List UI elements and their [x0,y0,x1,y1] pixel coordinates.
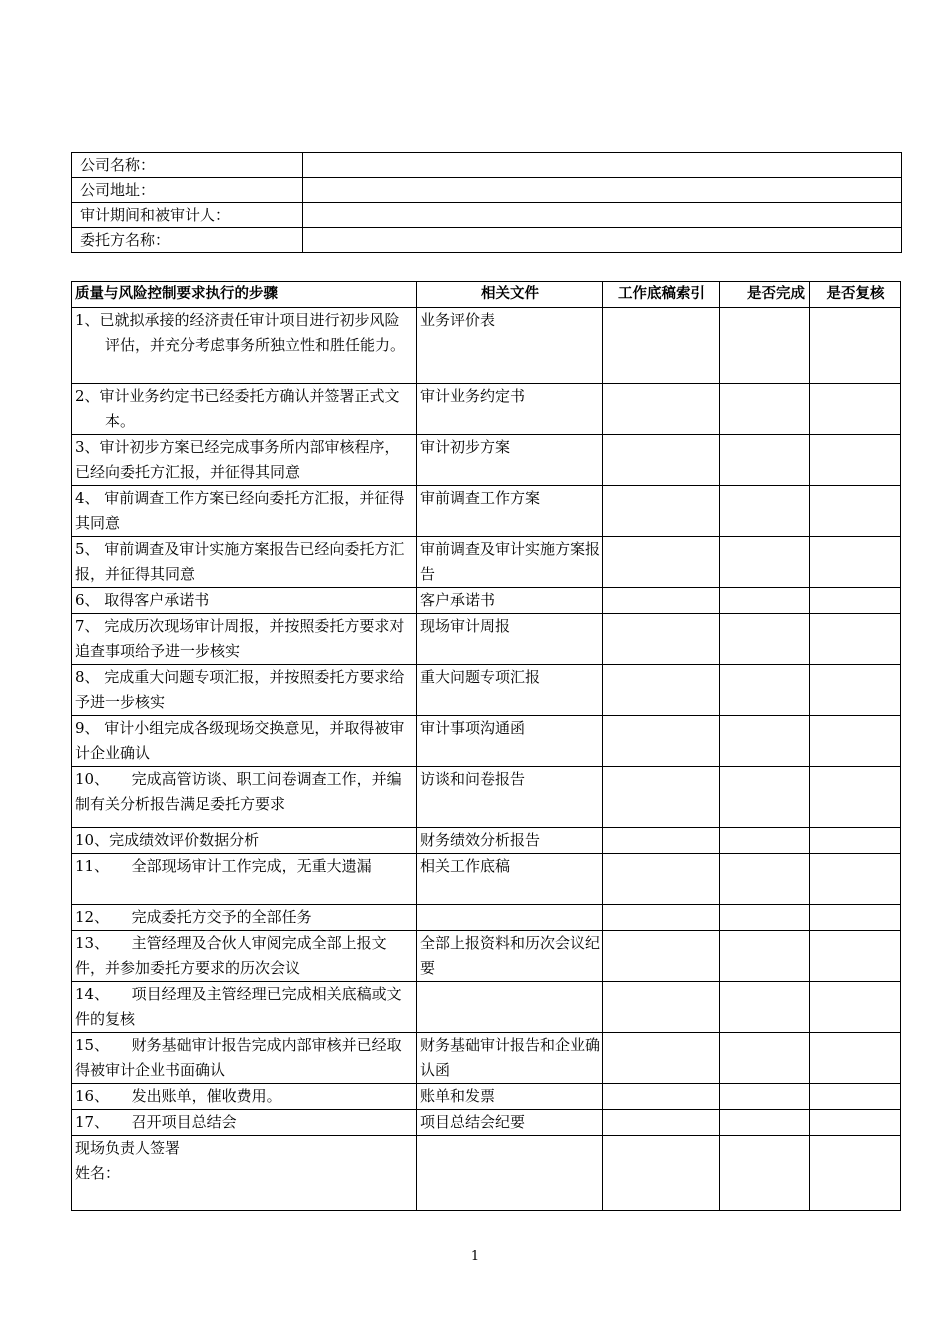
index-cell[interactable] [603,931,720,982]
done-cell[interactable] [720,486,810,537]
review-cell[interactable] [810,1110,901,1136]
table-header-row [72,282,901,308]
doc-cell: 客户承诺书 [417,588,603,614]
step-cell: 6、 取得客户承诺书 [72,588,417,614]
quality-control-table [71,281,901,1211]
table-row [72,982,901,1033]
table-row [72,716,901,767]
done-cell[interactable] [720,931,810,982]
review-cell[interactable] [810,384,901,435]
table-row [72,537,901,588]
info-value-field[interactable] [303,153,902,178]
done-cell[interactable] [720,1136,810,1211]
step-cell [72,308,417,384]
info-label: 公司地址： [72,178,303,203]
index-cell[interactable] [603,1084,720,1110]
index-cell[interactable] [603,854,720,905]
review-cell[interactable] [810,1136,901,1211]
done-cell[interactable] [720,828,810,854]
index-cell[interactable] [603,982,720,1033]
table-row [72,665,901,716]
header-reviewed: 是否复核 [810,282,901,308]
table-row [72,905,901,931]
done-cell[interactable] [720,665,810,716]
index-cell[interactable] [603,614,720,665]
step-cell: 7、 完成历次现场审计周报，并按照委托方要求对追查事项给予进一步核实 [72,614,417,665]
table-row [72,614,901,665]
info-label: 审计期间和被审计人： [72,203,303,228]
done-cell[interactable] [720,308,810,384]
step-cell: 17、 召开项目总结会 [72,1110,417,1136]
table-row [72,931,901,982]
doc-cell: 相关工作底稿 [417,854,603,905]
done-cell[interactable] [720,982,810,1033]
done-cell[interactable] [720,614,810,665]
review-cell[interactable] [810,486,901,537]
review-cell[interactable] [810,435,901,486]
signature-row [72,1136,901,1211]
done-cell[interactable] [720,537,810,588]
index-cell[interactable] [603,767,720,828]
doc-cell [417,905,603,931]
review-cell[interactable] [810,982,901,1033]
index-cell[interactable] [603,588,720,614]
doc-cell: 审计事项沟通函 [417,716,603,767]
step-cell: 10、 完成高管访谈、职工问卷调查工作，并编制有关分析报告满足委托方要求 [72,767,417,828]
done-cell[interactable] [720,1084,810,1110]
doc-cell: 账单和发票 [417,1084,603,1110]
doc-cell: 访谈和问卷报告 [417,767,603,828]
table-row [72,486,901,537]
done-cell[interactable] [720,1110,810,1136]
header-related-doc: 相关文件 [417,282,603,308]
index-cell[interactable] [603,905,720,931]
index-cell[interactable] [603,1110,720,1136]
table-row [72,1033,901,1084]
doc-cell: 财务绩效分析报告 [417,828,603,854]
doc-cell: 财务基础审计报告和企业确认函 [417,1033,603,1084]
info-label: 公司名称： [72,153,303,178]
step-cell: 15、 财务基础审计报告完成内部审核并已经取得被审计企业书面确认 [72,1033,417,1084]
done-cell[interactable] [720,384,810,435]
review-cell[interactable] [810,1084,901,1110]
review-cell[interactable] [810,716,901,767]
table-row [72,767,901,828]
index-cell[interactable] [603,665,720,716]
review-cell[interactable] [810,767,901,828]
done-cell[interactable] [720,767,810,828]
table-row [72,1110,901,1136]
review-cell[interactable] [810,665,901,716]
step-cell: 9、 审计小组完成各级现场交换意见，并取得被审计企业确认 [72,716,417,767]
step-cell: 12、 完成委托方交予的全部任务 [72,905,417,931]
index-cell[interactable] [603,435,720,486]
step-text: 2、审计业务约定书已经委托方确认并签署正式文本。 [75,387,400,430]
info-value-field[interactable] [303,178,902,203]
done-cell[interactable] [720,1033,810,1084]
step-cell: 8、 完成重大问题专项汇报，并按照委托方要求给予进一步核实 [72,665,417,716]
step-cell: 16、 发出账单，催收费用。 [72,1084,417,1110]
index-cell[interactable] [603,1033,720,1084]
signature-label: 现场负责人签署 [75,1139,181,1157]
info-value-field[interactable] [303,228,902,253]
doc-cell: 全部上报资料和历次会议纪要 [417,931,603,982]
done-cell[interactable] [720,435,810,486]
step-cell: 13、 主管经理及合伙人审阅完成全部上报文件，并参加委托方要求的历次会议 [72,931,417,982]
index-cell[interactable] [603,828,720,854]
step-cell: 11、 全部现场审计工作完成，无重大遗漏 [72,854,417,905]
info-row-audit-period [72,203,902,228]
page-number: 1 [470,1249,480,1264]
index-cell[interactable] [603,537,720,588]
done-cell[interactable] [720,854,810,905]
doc-cell: 审计业务约定书 [417,384,603,435]
review-cell[interactable] [810,854,901,905]
doc-cell [417,1136,603,1211]
review-cell[interactable] [810,905,901,931]
doc-cell: 项目总结会纪要 [417,1110,603,1136]
header-workpaper-index: 工作底稿索引 [603,282,720,308]
signature-name-label: 姓名： [75,1164,121,1182]
step-cell: 10、完成绩效评价数据分析 [72,828,417,854]
table-row [72,828,901,854]
step-text: 1、已就拟承接的经济责任审计项目进行初步风险评估，并充分考虑事务所独立性和胜任能力。 [75,311,406,354]
index-cell[interactable] [603,384,720,435]
table-row [72,308,901,384]
review-cell[interactable] [810,931,901,982]
step-cell: 5、 审前调查及审计实施方案报告已经向委托方汇报，并征得其同意 [72,537,417,588]
index-cell[interactable] [603,716,720,767]
header-completed: 是否完成 [720,282,810,308]
info-row-company-name [72,153,902,178]
table-row [72,384,901,435]
doc-cell [417,982,603,1033]
table-row [72,435,901,486]
index-cell[interactable] [603,1136,720,1211]
step-cell: 3、审计初步方案已经完成事务所内部审核程序，已经向委托方汇报，并征得其同意 [72,435,417,486]
info-row-client-name [72,228,902,253]
step-cell [72,384,417,435]
company-info-table [71,152,902,253]
review-cell[interactable] [810,1033,901,1084]
doc-cell: 现场审计周报 [417,614,603,665]
step-cell: 14、 项目经理及主管经理已完成相关底稿或文件的复核 [72,982,417,1033]
review-cell[interactable] [810,614,901,665]
review-cell[interactable] [810,537,901,588]
table-row [72,1084,901,1110]
index-cell[interactable] [603,486,720,537]
review-cell[interactable] [810,828,901,854]
done-cell[interactable] [720,588,810,614]
info-value-field[interactable] [303,203,902,228]
doc-cell: 业务评价表 [417,308,603,384]
doc-cell: 审计初步方案 [417,435,603,486]
review-cell[interactable] [810,308,901,384]
doc-cell: 审前调查及审计实施方案报告 [417,537,603,588]
doc-cell: 重大问题专项汇报 [417,665,603,716]
info-row-company-address [72,178,902,203]
info-label: 委托方名称： [72,228,303,253]
review-cell[interactable] [810,588,901,614]
done-cell[interactable] [720,905,810,931]
table-row [72,588,901,614]
step-cell: 4、 审前调查工作方案已经向委托方汇报，并征得其同意 [72,486,417,537]
header-step: 质量与风险控制要求执行的步骤 [72,282,417,308]
doc-cell: 审前调查工作方案 [417,486,603,537]
done-cell[interactable] [720,716,810,767]
index-cell[interactable] [603,308,720,384]
table-row [72,854,901,905]
signature-cell[interactable] [72,1136,417,1211]
